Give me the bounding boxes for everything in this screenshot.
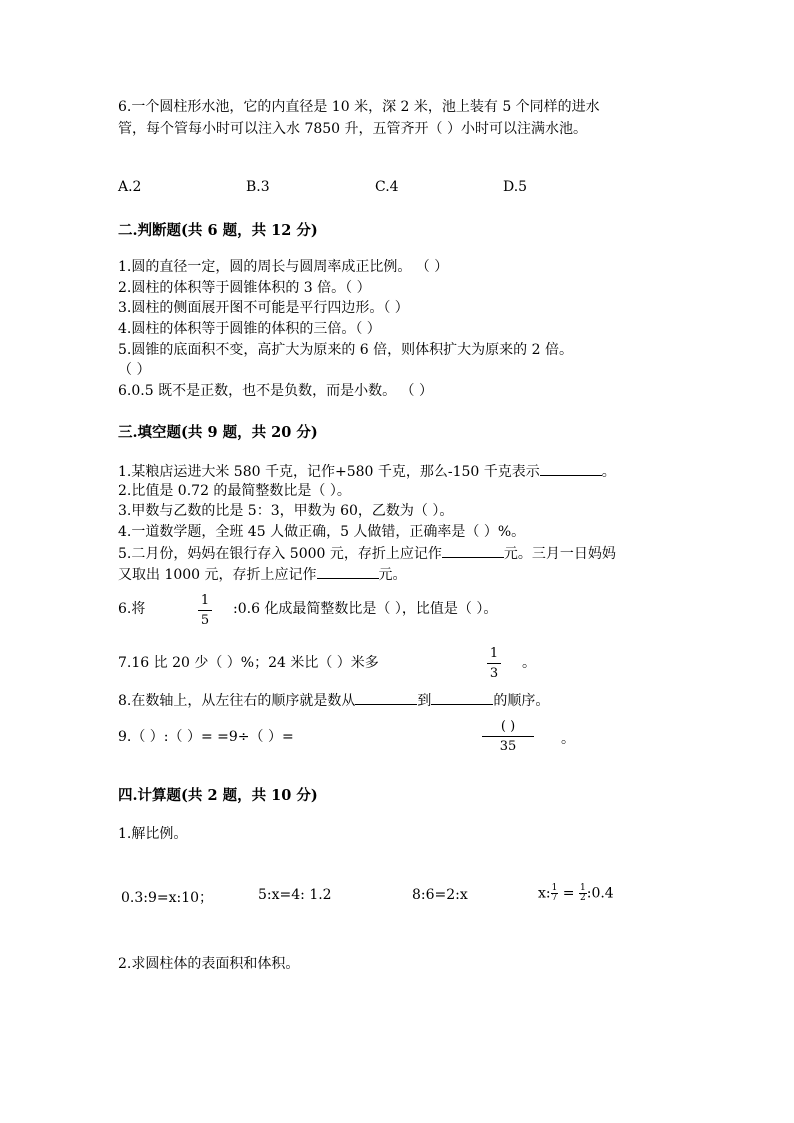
equation-4-x: x:: [538, 885, 551, 902]
equation-4-rest: :0.4: [586, 885, 614, 902]
section-2-title: 二.判断题(共 6 题，共 12 分): [118, 222, 318, 239]
fill-item-8: [118, 690, 549, 711]
fill-item-4: 4.一道数学题，全班 45 人做正确，5 人做错，正确率是（ ）%。: [118, 524, 526, 540]
calc-question-2: 2.求圆柱体的表面积和体积。: [118, 956, 300, 972]
judge-item-2: 2.圆柱的体积等于圆锥体积的 3 倍。（ ）: [118, 280, 371, 296]
calc-question-1: 1.解比例。: [118, 826, 188, 842]
fill-item-6-text-b: :0.6 化成最简整数比是（ ），比值是（ ）。: [233, 601, 498, 617]
fill-blank[interactable]: [355, 690, 417, 705]
fraction-one-third: [487, 646, 501, 681]
fill-item-5-text-a: 5.二月份，妈妈在银行存入 5000 元，存折上应记作: [118, 546, 442, 562]
fraction-numerator: 1: [580, 883, 586, 893]
q6-option-a[interactable]: A.2: [118, 179, 142, 195]
fill-item-8-text-a: 8.在数轴上，从左往右的顺序就是数从: [118, 693, 356, 709]
fill-item-7-text-a: 7.16 比 20 少（ ）%；24 米比（ ）米多: [118, 655, 379, 671]
fill-blank[interactable]: [431, 690, 493, 705]
fraction-one-half: [579, 884, 587, 903]
fill-item-1-text: 1.某粮店运进大米 580 千克，记作+580 千克，那么-150 千克表示: [118, 464, 540, 480]
equation-3: 8:6=2:x: [412, 887, 468, 903]
fill-item-9-text-a: 9.（ ）:（ ）= =9÷（ ）=: [118, 729, 294, 745]
fill-item-8-text-b: 到: [417, 693, 432, 709]
fill-item-2: 2.比值是 0.72 的最简整数比是（ ）。: [118, 483, 351, 499]
q6-option-d[interactable]: D.5: [503, 179, 528, 195]
fill-item-5-text-b: 元。三月一日妈妈: [503, 546, 616, 562]
fraction-denominator: 35: [499, 739, 517, 754]
fill-item-8-text-c: 的顺序。: [493, 693, 550, 709]
section-4-title: 四.计算题(共 2 题，共 10 分): [118, 787, 318, 804]
fraction-denominator: 3: [489, 666, 499, 681]
fill-item-1-end: 。: [601, 464, 616, 480]
fraction-bar: [487, 663, 501, 664]
fill-item-6-text-a: 6.将: [118, 601, 146, 617]
equation-2: 5:x=4: 1.2: [258, 887, 332, 903]
fraction-denominator: 5: [200, 613, 210, 628]
q6-option-b[interactable]: B.3: [246, 179, 270, 195]
section-3-title: 三.填空题(共 9 题，共 20 分): [118, 424, 318, 441]
fill-item-9-text-b: 。: [561, 731, 575, 747]
q6-option-c[interactable]: C.4: [375, 179, 399, 195]
equation-4: [538, 884, 614, 903]
fill-item-5-text-c: 又取出 1000 元，存折上应记作: [118, 567, 317, 583]
fill-blank[interactable]: [540, 461, 602, 476]
fraction-numerator: 1: [200, 593, 210, 608]
judge-item-6: 6.0.5 既不是正数，也不是负数，而是小数。 （ ）: [118, 383, 433, 399]
fraction-denominator: 2: [580, 893, 586, 903]
fraction-one-fifth: [198, 593, 212, 628]
judge-item-3: 3.圆柱的侧面展开图不可能是平行四边形。（ ）: [118, 300, 409, 316]
fill-item-5-line2: [118, 564, 407, 585]
judge-item-1: 1.圆的直径一定，圆的周长与圆周率成正比例。 （ ）: [118, 259, 449, 275]
fraction-blank-over-35: [482, 719, 534, 754]
judge-item-4: 4.圆柱的体积等于圆锥的体积的三倍。（ ）: [118, 321, 381, 337]
fraction-bar: [482, 736, 534, 737]
equation-1: 0.3:9=x:10；: [121, 890, 214, 906]
fill-item-5-line1: [118, 543, 616, 564]
fill-item-5-text-d: 元。: [378, 567, 407, 583]
fraction-bar: [198, 610, 212, 611]
fraction-numerator: 1: [551, 883, 558, 893]
fill-blank[interactable]: [442, 543, 504, 558]
judge-item-5: 5.圆锥的底面积不变，高扩大为原来的 6 倍，则体积扩大为原来的 2 倍。: [118, 342, 573, 358]
fill-item-3: 3.甲数与乙数的比是 5：3，甲数为 60，乙数为（ ）。: [118, 503, 454, 519]
fill-blank[interactable]: [317, 564, 379, 579]
fraction-denominator: 7: [551, 893, 558, 903]
fill-item-7-text-b: 。: [522, 655, 536, 671]
q6-text-line2: 管，每个管每小时可以注入水 7850 升，五管齐开（ ）小时可以注满水池。: [118, 121, 587, 137]
judge-item-5-bracket: （ ）: [118, 362, 151, 378]
fraction-numerator: 1: [489, 646, 499, 661]
fraction-numerator: ( ): [500, 719, 516, 734]
q6-text-line1: 6.一个圆柱形水池，它的内直径是 10 米，深 2 米，池上装有 5 个同样的进水: [118, 99, 600, 115]
fill-item-1: [118, 461, 616, 482]
equation-4-equals: =: [558, 885, 579, 902]
